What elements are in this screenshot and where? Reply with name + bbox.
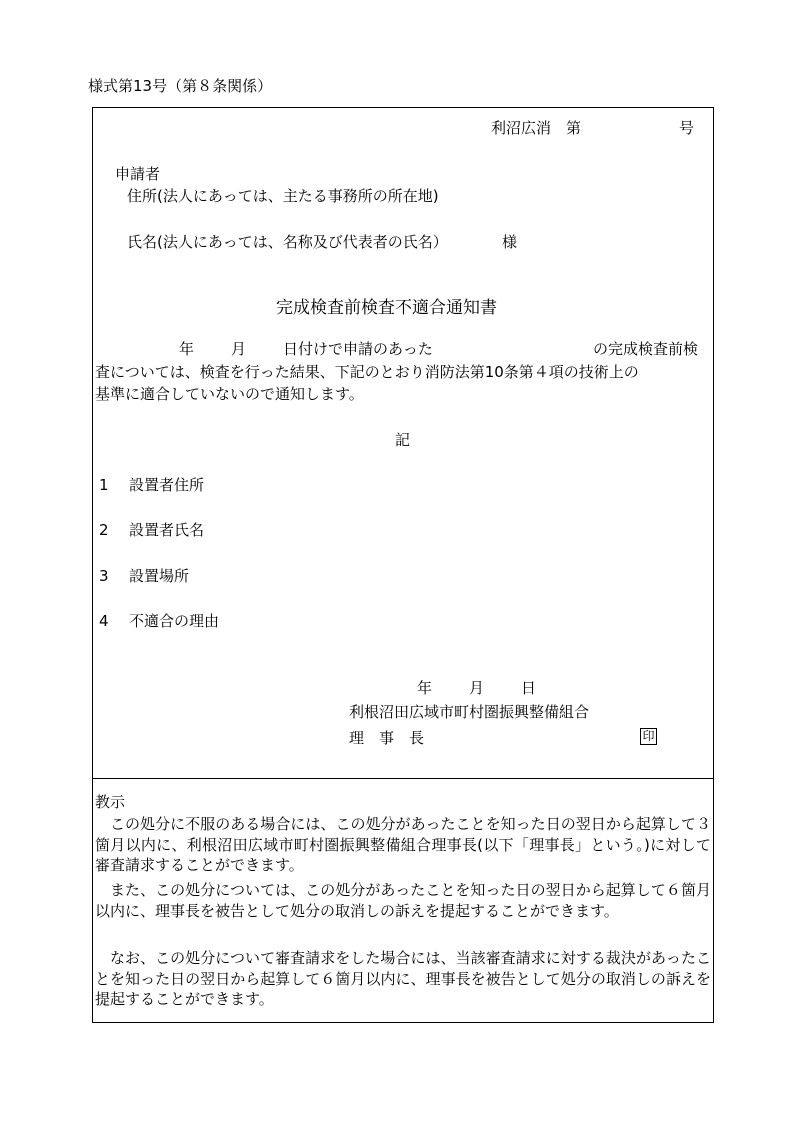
item-label-location: 設置場所 [129, 567, 190, 585]
notice-paragraph-2: また、この処分については、この処分があったことを知った日の翌日から起算して６箇月以内に、理事長を被告として処分の取消しの訴えを提起することができます。 [95, 881, 711, 920]
form-header: 様式第13号（第８条関係） [88, 77, 273, 95]
date-day: 日 [521, 679, 537, 697]
issuer-organization: 利根沼田広域市町村圏振興整備組合 [349, 703, 590, 721]
applicant-address: 住所(法人にあっては、主たる事務所の所在地) [127, 187, 439, 205]
intro-line-2: 査については、検査を行った結果、下記のとおり消防法第10条第４項の技術上の [95, 363, 639, 381]
seal-mark: 印 [640, 728, 657, 745]
applicant-honorific: 様 [502, 233, 518, 251]
document-title: 完成検査前検査不適合通知書 [276, 298, 497, 318]
intro-month: 月 [231, 340, 247, 358]
item-label-installer-name: 設置者氏名 [129, 521, 205, 539]
intro-day-applied: 日付けで申請のあった [283, 340, 433, 358]
item-number: 2 [99, 521, 109, 539]
applicant-label: 申請者 [115, 165, 161, 183]
doc-number-prefix: 利沼広消 第 [491, 119, 582, 137]
doc-number-suffix: 号 [679, 119, 695, 137]
item-label-reason: 不適合の理由 [129, 612, 220, 630]
applicant-name: 氏名(法人にあっては、名称及び代表者の氏名） [127, 233, 448, 251]
date-year: 年 [417, 679, 433, 697]
item-number: 4 [99, 612, 109, 630]
item-label-installer-address: 設置者住所 [129, 476, 205, 494]
ki-heading: 記 [395, 431, 411, 449]
item-number: 1 [99, 476, 109, 494]
item-number: 3 [99, 567, 109, 585]
issuer-title: 理 事 長 [349, 729, 425, 747]
intro-year: 年 [179, 340, 195, 358]
intro-line-3: 基準に適合していないので通知します。 [95, 385, 364, 403]
intro-tail: の完成検査前検 [593, 340, 699, 358]
notice-paragraph-3: なお、この処分について審査請求をした場合には、当該審査請求に対する裁決があったことを知った日の翌日から起算して６箇月以内に、理事長を被告として処分の取消しの訴えを提起することができます。 [95, 949, 711, 1009]
notice-heading: 教示 [95, 793, 126, 811]
date-month: 月 [469, 679, 485, 697]
notice-paragraph-1: この処分に不服のある場合には、この処分があったことを知った日の翌日から起算して３箇月以内に、利根沼田広域市町村圏振興整備組合理事長(以下「理事長」という。)に対して審査請求することができます。 [95, 815, 711, 875]
form-frame [92, 107, 714, 1023]
section-divider [93, 778, 713, 779]
